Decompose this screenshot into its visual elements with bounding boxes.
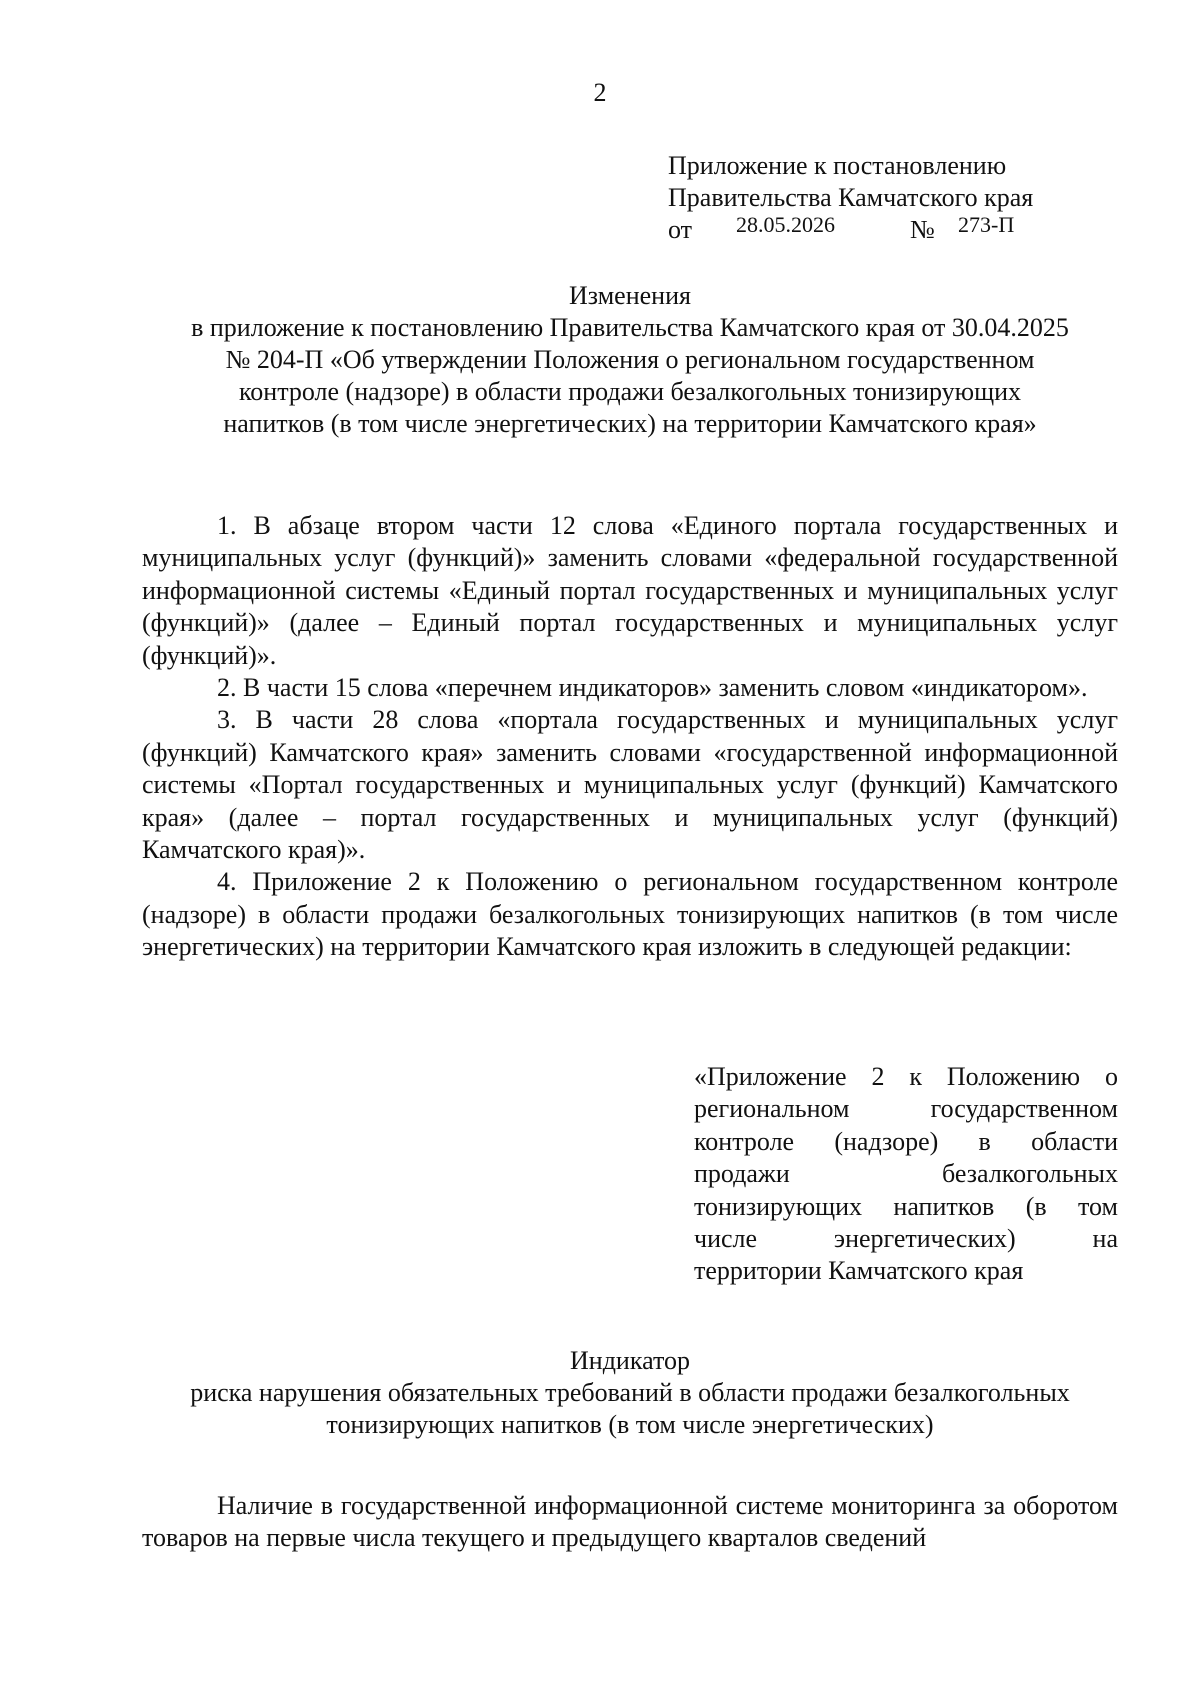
from-label: от [668,215,693,244]
changes-title-line-3: № 204-П «Об утверждении Положения о региональном государственном [225,345,1035,374]
quote-line-3: контроле (надзоре) в области [694,1126,1118,1156]
number-label: № [910,215,935,244]
attachment-header [668,150,1033,247]
page-number: 2 [593,78,607,107]
changes-title [140,280,1120,440]
changes-body [142,510,1118,964]
indicator-body [142,1490,1118,1555]
indicator-paragraph: Наличие в государственной информационной системе мониторинга за оборотом товаров на первые числа текущего и предыдущего кварталов сведений [142,1491,1118,1553]
changes-title-line-1: Изменения [569,281,691,310]
changes-title-line-4: контроле (надзоре) в области продажи безалкогольных тонизирующих [238,377,1022,406]
indicator-title-line-3: тонизирующих напитков (в том числе энергетических) [326,1410,934,1439]
appendix-quote [694,1061,1118,1288]
attachment-date-row [668,214,1033,247]
attachment-line-1: Приложение к постановлению [668,151,1007,180]
paragraph-2: 2. В части 15 слова «перечнем индикаторов» заменить словом «индикатором». [217,673,1088,703]
quote-line-7: территории Камчатского края [694,1256,1024,1286]
changes-title-line-2: в приложение к постановлению Правительства Камчатского края от 30.04.2025 [191,313,1069,342]
quote-line-6: числе энергетических) на [694,1224,1118,1254]
paragraph-3: 3. В части 28 слова «портала государственных и муниципальных услуг (функций) Камчатского края» заменить словами «государственной информационной системы «Портал государственных и муниципальных услуг (функций) Камчатского края» (далее – портал государственных и муниципальных услуг (функций) Камчатского края)». [142,705,1118,865]
paragraph-1: 1. В абзаце втором части 12 слова «Единого портала государственных и муниципальных услуг (функций)» заменить словами «федеральной государственной информационной системы «Единый портал государственных и муниципальных услуг (функций)» (далее – Единый портал государственных и муниципальных услуг (функций)». [142,511,1118,670]
attachment-line-2: Правительства Камчатского края [668,183,1034,212]
indicator-title-line-2: риска нарушения обязательных требований в области продажи безалкогольных [190,1378,1070,1407]
decree-date: 28.05.2026 [736,212,835,237]
paragraph-4: 4. Приложение 2 к Положению о региональном государственном контроле (надзоре) в области продажи безалкогольных тонизирующих напитков (в том числе энергетических) на территории Камчатского края изложить в следующей редакции: [142,867,1118,962]
decree-number: 273-П [958,212,1015,237]
indicator-title-line-1: Индикатор [570,1346,690,1375]
changes-title-line-5: напитков (в том числе энергетических) на территории Камчатского края» [223,409,1037,438]
quote-line-2: региональном государственном [694,1094,1118,1124]
quote-line-5: тонизирующих напитков (в том [694,1191,1118,1221]
quote-line-4: продажи безалкогольных [694,1159,1118,1189]
indicator-title [140,1345,1120,1441]
quote-line-1: «Приложение 2 к Положению о [694,1062,1118,1091]
